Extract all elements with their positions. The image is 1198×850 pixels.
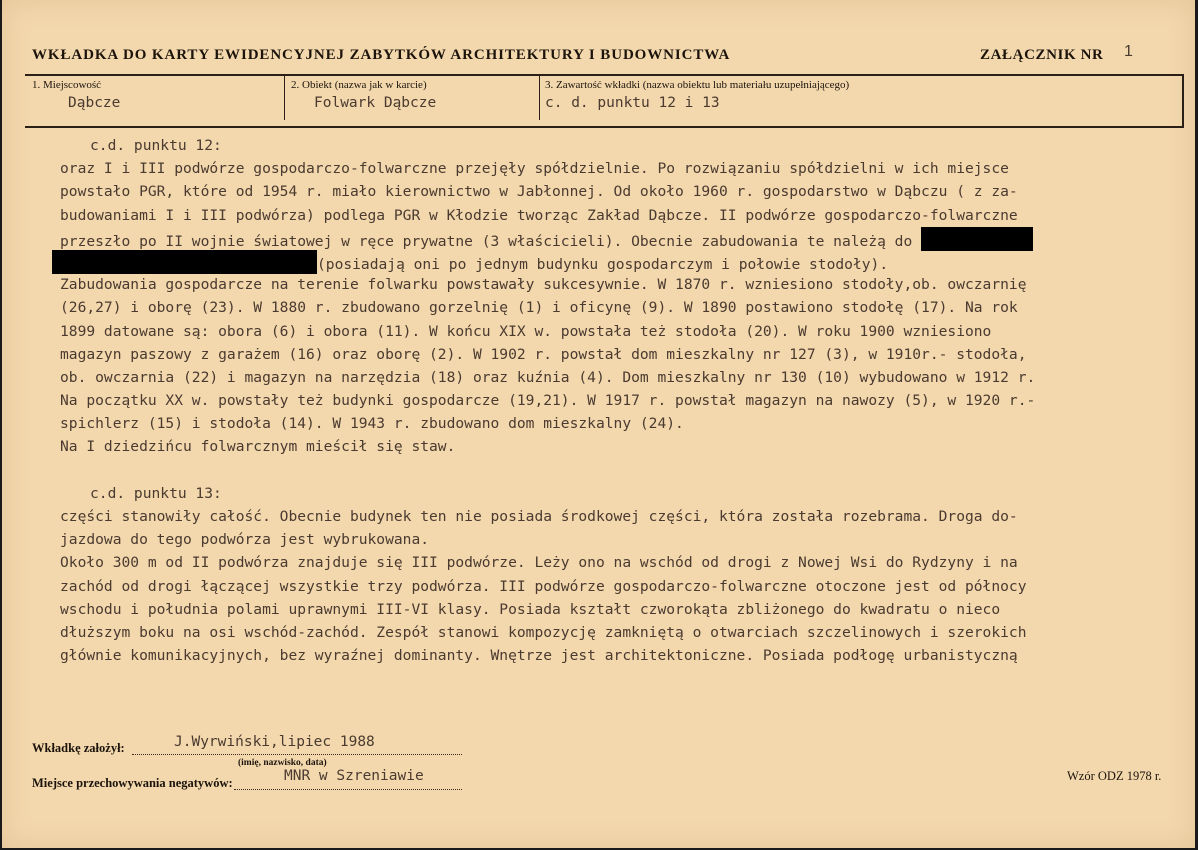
text-line: Na I dziedzińcu folwarcznym mieścił się staw. xyxy=(60,438,456,456)
author-label: Wkładkę założył: xyxy=(32,741,125,755)
paragraph-gap xyxy=(60,459,1185,482)
field-right-border xyxy=(1182,74,1184,128)
field-1-value: Dąbcze xyxy=(68,95,121,111)
section-heading: c.d. punktu 13: xyxy=(90,484,222,502)
author-hint: (imię, nazwisko, data) xyxy=(238,758,327,768)
text-line: spichlerz (15) i stodoła (14). W 1943 r. zbudowano dom mieszkalny (24). xyxy=(60,415,684,433)
text-line xyxy=(60,227,1185,250)
text-fragment: przeszło po II wojnie światowej w ręce prywatne (3 właścicieli). Obecnie zabudowania te należą do xyxy=(60,232,922,250)
redaction-block xyxy=(921,227,1033,251)
text-line: Około 300 m od II podwórza znajduje się III podwórze. Leży ono na wschód od drogi z Nowej Wsi do Rydzyny i na xyxy=(60,554,1018,572)
typed-body xyxy=(60,134,1185,667)
field-2-value: Folwark Dąbcze xyxy=(314,95,437,111)
text-line: Na początku XX w. powstały też budynki gospodarcze (19,21). W 1917 r. powstał magazyn na nawozy (5), w 1920 r.- xyxy=(60,392,1036,410)
field-2-label: 2. Obiekt (nazwa jak w karcie) xyxy=(291,79,427,91)
annex-number: 1 xyxy=(1124,43,1133,60)
form-title: WKŁADKA DO KARTY EWIDENCYJNEJ ZABYTKÓW ARCHITEKTURY I BUDOWNICTWA xyxy=(32,47,731,63)
text-fragment: (posiadają oni po jednym budynku gospodarczym i połowie stodoły). xyxy=(317,255,889,273)
text-line: zachód od drogi łączącej wszystkie trzy podwórza. III podwórze gospodarczo-folwarczne otoczone jest od północy xyxy=(60,577,1027,595)
header-bottom-rule xyxy=(25,126,1183,128)
section-heading: c.d. punktu 12: xyxy=(90,137,222,154)
field-3-value: c. d. punktu 12 i 13 xyxy=(545,95,720,111)
text-line: ob. owczarnia (22) i magazyn na narzędzia (18) oraz kuźnia (4). Dom mieszkalny nr 130 (10) wybudowano w 1912 r. xyxy=(60,368,1036,386)
text-line: powstało PGR, które od 1954 r. miało kierownictwo w Jabłonnej. Od około 1960 r. gospodarstwo w Dąbczu ( z za- xyxy=(60,183,1018,201)
text-line: głównie komunikacyjnych, bez wyraźnej dominanty. Wnętrze jest architektoniczne. Posiada podłogę urbanistyczną xyxy=(60,647,1018,665)
text-line: oraz I i III podwórze gospodarczo-folwarczne przejęły spółdzielnie. Po rozwiązaniu spółdzielni w ich miejsce xyxy=(60,160,1009,178)
storage-label: Miejsce przechowywania negatywów: xyxy=(32,776,233,790)
text-line: Zabudowania gospodarcze na terenie folwarku powstawały sukcesywnie. W 1870 r. wzniesiono stodoły,ob. owczarnię xyxy=(60,276,1027,294)
document-card xyxy=(2,0,1195,848)
author-dotted-line xyxy=(132,754,462,755)
field-1-label: 1. Miejscowość xyxy=(32,79,102,91)
text-line: jazdowa do tego podwórza jest wybrukowana. xyxy=(60,531,430,549)
author-value: J.Wyrwiński,lipiec 1988 xyxy=(174,734,375,750)
storage-value: MNR w Szreniawie xyxy=(284,768,424,784)
field-3-label: 3. Zawartość wkładki (nazwa obiektu lub materiału uzupełniającego) xyxy=(545,79,850,91)
annex-label: ZAŁĄCZNIK NR xyxy=(980,47,1104,63)
field-divider xyxy=(539,74,540,120)
field-divider xyxy=(284,74,285,120)
redaction-block xyxy=(52,250,317,274)
text-line: części stanowiły całość. Obecnie budynek ten nie posiada środkowej części, która została rozebrama. Droga do- xyxy=(60,508,1018,525)
text-line: wschodu i południa polami uprawnymi III-VI klasy. Posiada kształt czworokąta zbliżonego do kwadratu o nieco xyxy=(60,600,1001,618)
form-identifier: Wzór ODZ 1978 r. xyxy=(1067,769,1162,783)
storage-dotted-line xyxy=(234,789,462,790)
text-line: (26,27) i oborę (23). W 1880 r. zbudowano gorzelnię (1) i oficynę (9). W 1890 postawiono stodołę (17). Na rok xyxy=(60,299,1018,317)
text-line xyxy=(60,250,1185,273)
text-line: budowaniami I i III podwórza) podlega PGR w Kłodzie tworząc Zakład Dąbcze. II podwórze gospodarczo-folwarczne xyxy=(60,206,1018,224)
text-line: 1899 datowane są: obora (6) i obora (11). W końcu XIX w. powstała też stodoła (20). W roku 1900 wzniesiono xyxy=(60,322,992,340)
text-line: magazyn paszowy z garażem (16) oraz oborę (2). W 1902 r. powstał dom mieszkalny nr 127 (3), w 1910r.- stodoła, xyxy=(60,345,1027,363)
header-top-rule xyxy=(25,74,1183,76)
text-line: dłuższym boku na osi wschód-zachód. Zespół stanowi kompozycję zamkniętą o otwarciach szczelinowych i szerokich xyxy=(60,623,1027,641)
